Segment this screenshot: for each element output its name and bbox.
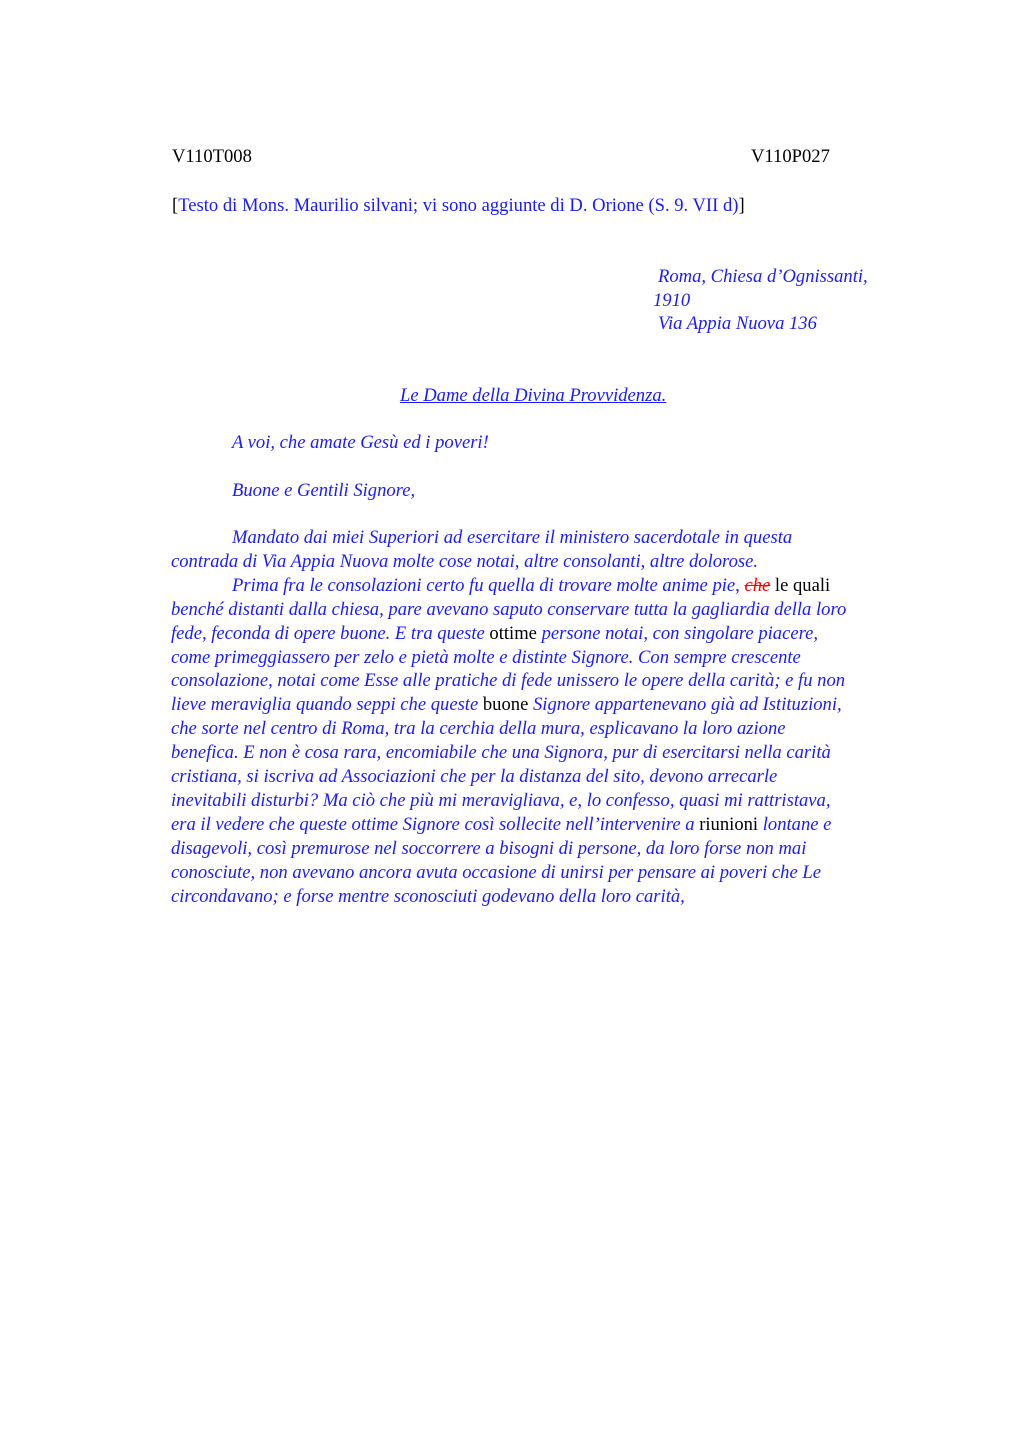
body-text-segment: fede, feconda di opere buone. E tra queste <box>171 622 490 644</box>
body-line: cristiana, si iscriva ad Associazioni che per la distanza del sito, devono arrecarle <box>171 766 778 788</box>
date-line: 1910 <box>653 289 691 311</box>
inserted-word: riunioni <box>699 813 759 835</box>
body-line: Mandato dai miei Superiori ad esercitare il ministero sacerdotale in questa <box>232 527 793 548</box>
inserted-text: le quali <box>770 574 831 596</box>
editorial-note-text: Testo di Mons. Maurilio silvani; vi sono aggiunte di D. Orione (S. 9. VII d) <box>178 195 739 216</box>
body-text-segment: Prima fra le consolazioni certo fu quella di trovare molte anime pie, <box>232 574 745 596</box>
inserted-word: buone <box>482 694 529 716</box>
bracket-close: ] <box>738 195 745 216</box>
body-text-segment: Signore appartenevano già ad Istituzioni, <box>528 694 842 716</box>
deleted-word: che <box>744 574 771 596</box>
body-line: consolazione, notai come Esse alle pratiche di fede unissero le opere della carità; e fu non <box>171 670 846 692</box>
body-line <box>171 622 931 646</box>
body-line: disagevoli, così premurose nel soccorrere a bisogni di persone, da loro forse non mai <box>171 837 807 859</box>
body-line: come primeggiassero per zelo e pietà molte e distinte Signore. Con sempre crescente <box>171 646 801 668</box>
place-line: Roma, Chiesa d’Ognissanti, <box>658 266 868 287</box>
body-line: conosciute, non avevano ancora avuta occasione di unirsi per pensare ai poveri che Le <box>171 861 821 883</box>
inserted-word: ottime <box>489 622 537 644</box>
letter-body <box>171 526 931 909</box>
address-line: Via Appia Nuova 136 <box>658 313 817 334</box>
body-line: benefica. E non è cosa rara, encomiabile che una Signora, pur di esercitarsi nella carità <box>171 742 831 764</box>
place-date-block <box>653 265 913 336</box>
bracket-open: [ <box>172 195 179 216</box>
body-line: contrada di Via Appia Nuova molte cose notai, altre consolanti, altre dolorose. <box>171 550 759 572</box>
body-text-segment: era il vedere che queste ottime Signore così sollecite nell’intervenire a <box>171 813 700 835</box>
body-line: circondavano; e forse mentre sconosciuti godevano della loro carità, <box>171 885 685 907</box>
body-line: che sorte nel centro di Roma, tra la cerchia della mura, esplicavano la loro azione <box>171 718 786 740</box>
body-text-segment: persone notai, con singolare piacere, <box>536 622 819 644</box>
body-text-segment: lontane e <box>758 813 832 835</box>
editorial-note <box>172 194 745 218</box>
salutation-1: A voi, che amate Gesù ed i poveri! <box>232 432 489 453</box>
body-line: benché distanti dalla chiesa, pare avevano saputo conservare tutta la gagliardia della loro <box>171 598 847 620</box>
body-line <box>171 693 931 717</box>
body-line <box>171 574 931 598</box>
body-line <box>171 813 931 837</box>
document-ref-left: V110T008 <box>172 146 252 167</box>
document-ref-right: V110P027 <box>751 146 830 167</box>
document-title: Le Dame della Divina Provvidenza. <box>400 385 667 406</box>
body-text-segment: lieve meraviglia quando seppi che queste <box>171 694 483 716</box>
body-line: inevitabili disturbi? Ma ciò che più mi meravigliava, e, lo confesso, quasi mi rattristava, <box>171 789 831 811</box>
salutation-2: Buone e Gentili Signore, <box>232 480 416 501</box>
